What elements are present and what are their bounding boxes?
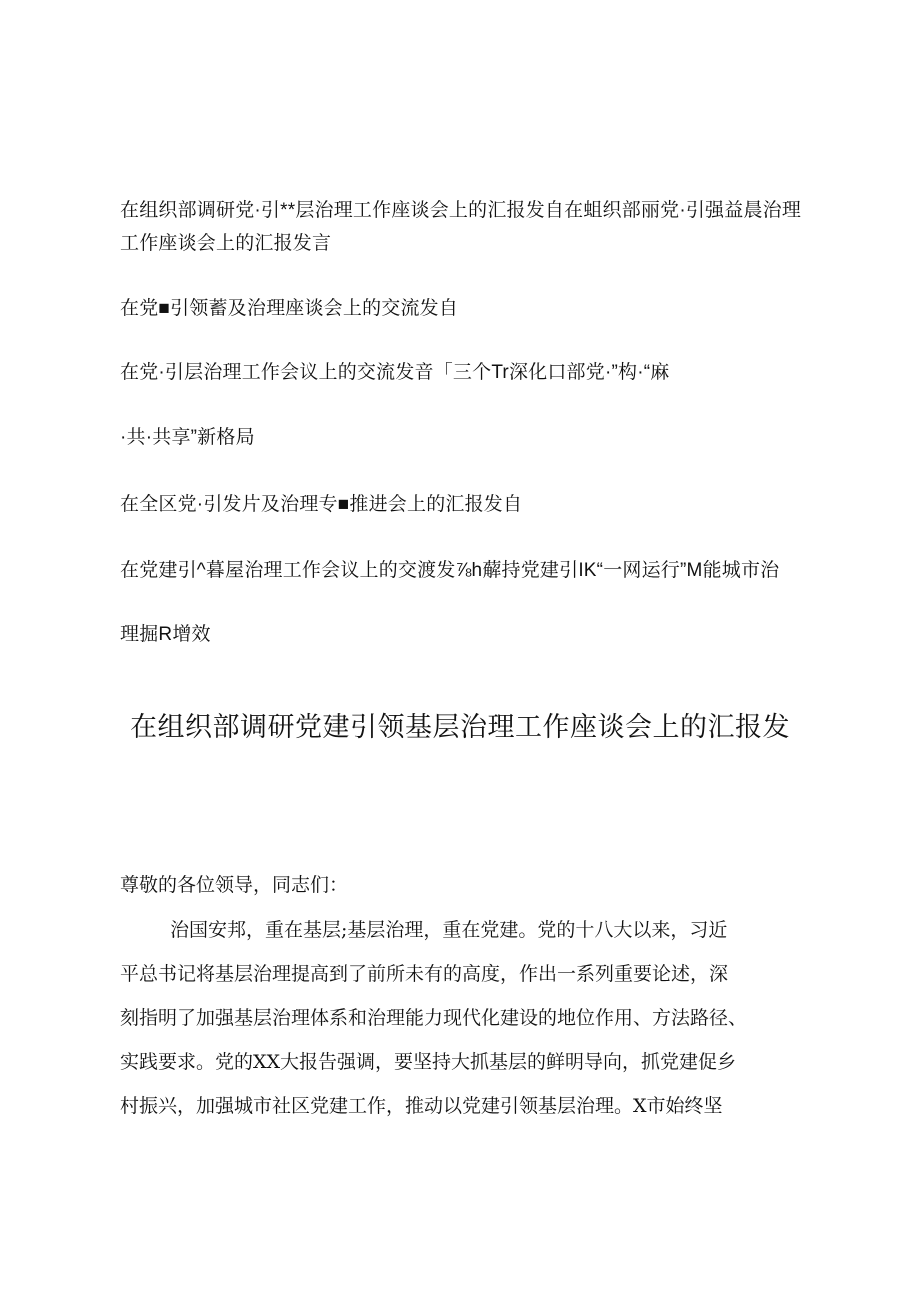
toc-entry: 在全区党·引发片及治理专■推进会上的汇报发自 [120,494,523,515]
paragraph-line: 村振兴，加强城市社区党建工作，推动以党建引领基层治理。X市始终坚 [120,1095,723,1117]
toc-entry: 理掘R增效 [120,624,211,645]
salutation: 尊敬的各位领导，同志们： [120,874,349,896]
paragraph-line: 刻指明了加强基层治理体系和治理能力现代化建设的地位作用、方法路径、 [120,1007,748,1029]
toc-entry: 在组织部调研党·引**层治理工作座谈会上的汇报发自在蛆织部丽党·引强益晨治理 [120,200,802,221]
toc-entry: 在党■引领蓄及治理座谈会上的交流发自 [120,298,459,319]
toc-entry: 在党·引层治理工作会议上的交流发音「三个Tr深化口部党·”构·“麻 [120,362,670,383]
toc-entry: 工作座谈会上的汇报发言 [120,233,332,254]
paragraph-line: 平总书记将基层治理提高到了前所未有的高度，作出一系列重要论述，深 [120,963,729,985]
document-title: 在组织部调研党建引领基层治理工作座谈会上的汇报发 [130,712,790,742]
paragraph-line: 治国安邦，重在基层;基层治理，重在党建。党的十八大以来，习近 [170,919,728,941]
toc-entry: 在党建引^暮屋治理工作会议上的交渡发⅞h薢持党建引IK“一网运行”M能城市治 [120,560,780,581]
paragraph-line: 实践要求。党的XX大报告强调，要坚持大抓基层的鲜明导向，抓党建促乡 [120,1051,737,1073]
toc-entry: ·共·共享”新格局 [120,427,255,448]
